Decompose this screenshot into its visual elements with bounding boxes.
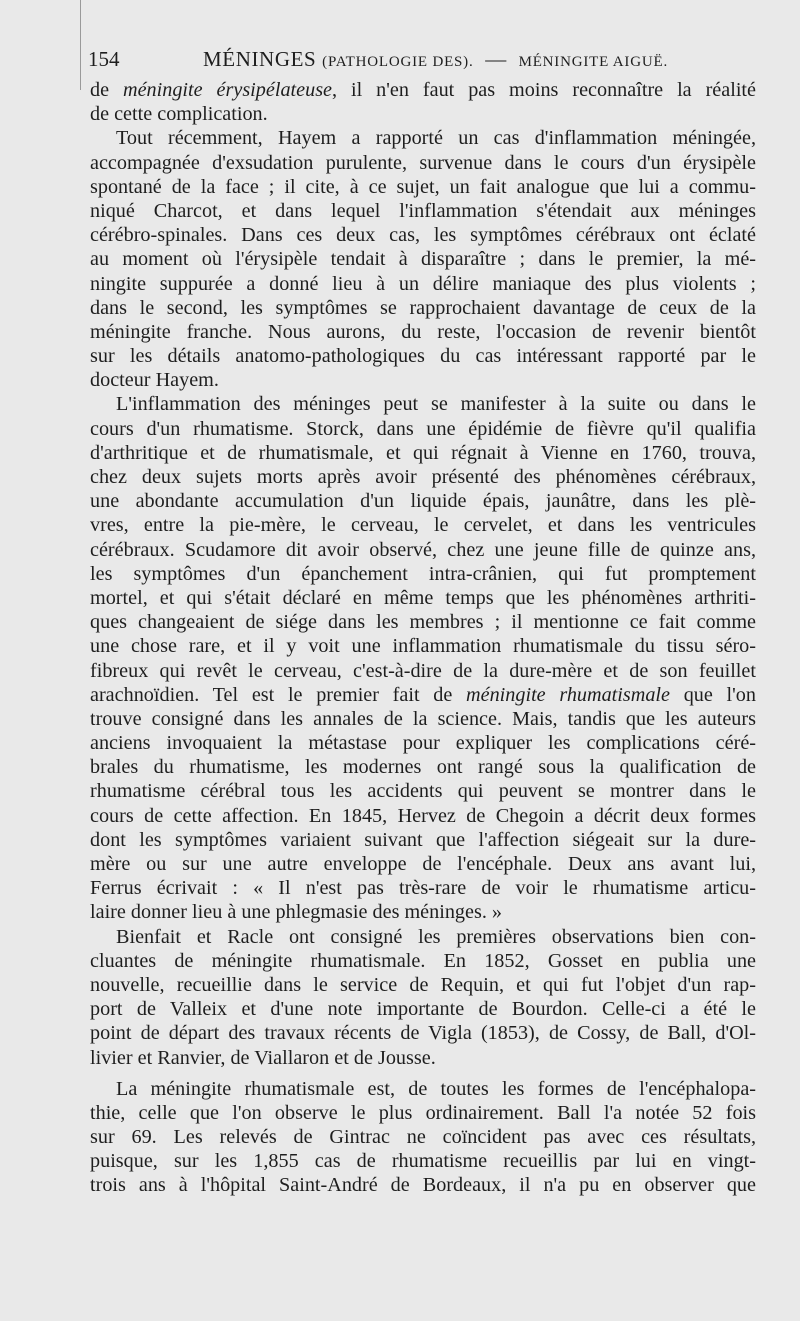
text-line: rhumatisme cérébral tous les accidents qui peuvent se montrer dans le <box>90 780 756 803</box>
text-line: brales du rhumatisme, les modernes ont rangé sous la qualification de <box>90 756 756 779</box>
body-text <box>90 78 756 1198</box>
text-line: sur les détails anatomo-pathologiques du cas intéressant rapporté par le <box>90 345 756 368</box>
text-line: Ferrus écrivait : « Il n'est pas très-rare de voir le rhumatisme articu- <box>90 877 756 900</box>
text-line: mère ou sur une autre enveloppe de l'encéphale. Deux ans avant lui, <box>90 853 756 875</box>
text-line: anciens invoquaient la métastase pour expliquer les complications céré- <box>90 732 756 755</box>
running-title-main: MÉNINGES <box>203 47 317 71</box>
text-line: nouvelle, recueillie dans le service de Requin, et qui fut l'objet d'un rap- <box>90 973 756 996</box>
text-line: cours de cette affection. En 1845, Hervez de Chegoin a décrit deux formes <box>90 804 756 827</box>
text-line: une chose rare, et il y voit une inflammation rhumatismale du tissu séro- <box>90 635 756 658</box>
text-line: laire donner lieu à une phlegmasie des méninges. » <box>90 901 503 924</box>
text-line: spontané de la face ; il cite, à ce sujet, un fait analogue que lui a commu- <box>90 175 756 198</box>
text-line: cérébraux. Scudamore dit avoir observé, chez une jeune fille de quinze ans, <box>90 538 756 561</box>
text-line: vres, entre la pie-mère, le cerveau, le cervelet, et dans les ventricules <box>90 514 756 537</box>
text-segment: , il n'en faut pas moins reconnaître la réalité <box>332 79 757 101</box>
text-line: une abondante accumulation d'un liquide épais, jaunâtre, dans les plè- <box>90 490 756 513</box>
text-segment: de <box>90 79 123 101</box>
text-line: niqué Charcot, et dans lequel l'inflammation s'étendait aux méninges <box>90 199 756 222</box>
text-line: cérébro-spinales. Dans ces deux cas, les symptômes cérébraux ont éclaté <box>90 224 756 247</box>
text-line: Bienfait et Racle ont consigné les premières observations bien con- <box>116 925 756 948</box>
gutter-line <box>80 0 81 90</box>
text-line: mortel, et qui s'était déclaré en même temps que les phénomènes arthriti- <box>90 586 756 609</box>
text-line: trois ans à l'hôpital Saint-André de Bordeaux, il n'a pu en observer que <box>90 1174 756 1197</box>
text-line: sur 69. Les relevés de Gintrac ne coïncident pas avec ces résultats, <box>90 1126 756 1149</box>
running-title-separator: — <box>485 47 507 71</box>
running-title-paren: (PATHOLOGIE DES). <box>322 54 474 70</box>
text-line: livier et Ranvier, de Viallaron et de Jousse. <box>90 1046 436 1069</box>
running-header <box>88 44 752 74</box>
italic-term: méningite rhumatismale <box>466 683 671 706</box>
text-line: puisque, sur les 1,855 cas de rhumatisme recueillis par lui en vingt- <box>90 1150 756 1173</box>
text-line: de cette complication. <box>90 103 268 126</box>
text-line: La méningite rhumatismale est, de toutes les formes de l'encéphalopa- <box>116 1077 756 1100</box>
text-line: Tout récemment, Hayem a rapporté un cas d'inflammation méningée, <box>116 127 756 150</box>
text-line: chez deux sujets morts après avoir présenté des phénomènes cérébraux, <box>90 466 756 488</box>
page-number: 154 <box>88 47 120 71</box>
text-line: ningite suppurée a donné lieu à un délire maniaque des plus violents ; <box>90 272 756 295</box>
running-title-subtitle: MÉNINGITE AIGUË. <box>518 54 669 70</box>
text-line: les symptômes d'un épanchement intra-crânien, qui fut promptement <box>90 562 756 585</box>
text-line <box>90 683 756 707</box>
running-title <box>203 44 668 77</box>
text-line: méningite franche. Nous aurons, du reste, l'occasion de revenir bientôt <box>90 320 756 343</box>
text-segment: arachnoïdien. Tel est le premier fait de <box>90 683 467 706</box>
text-line: fibreux qui revêt le cerveau, c'est-à-dire de la dure-mère et de son feuillet <box>90 659 756 682</box>
text-line: thie, celle que l'on observe le plus ordinairement. Ball l'a notée 52 fois <box>90 1101 756 1124</box>
text-line: dans le second, les symptômes se rapprochaient davantage de ceux de la <box>90 296 756 319</box>
text-line <box>90 78 756 102</box>
text-line: L'inflammation des méninges peut se manifester à la suite ou dans le <box>116 393 756 416</box>
text-segment: que l'on <box>670 683 756 706</box>
text-line: cours d'un rhumatisme. Storck, dans une épidémie de fièvre qu'il qualifia <box>90 417 756 440</box>
text-line: trouve consigné dans les annales de la science. Mais, tandis que les auteurs <box>90 707 756 730</box>
text-line: au moment où l'érysipèle tendait à disparaître ; dans le premier, la mé- <box>90 248 756 271</box>
text-line: accompagnée d'exsudation purulente, survenue dans le cours d'un érysipèle <box>90 151 756 174</box>
text-line: cluantes de méningite rhumatismale. En 1852, Gosset en publia une <box>90 949 756 972</box>
text-line: docteur Hayem. <box>90 369 219 392</box>
italic-term: méningite érysipélateuse <box>123 79 333 101</box>
text-line: dont les symptômes variaient suivant que l'affection siégeait sur la dure- <box>90 828 756 851</box>
text-line: point de départ des travaux récents de Vigla (1853), de Cossy, de Ball, d'Ol- <box>90 1022 756 1045</box>
text-line: port de Valleix et d'une note importante de Bourdon. Celle-ci a été le <box>90 998 756 1021</box>
text-line: ques changeaient de siége dans les membres ; il mentionne ce fait comme <box>90 611 756 634</box>
text-line: d'arthritique et de rhumatismale, et qui régnait à Vienne en 1760, trouva, <box>90 441 756 464</box>
